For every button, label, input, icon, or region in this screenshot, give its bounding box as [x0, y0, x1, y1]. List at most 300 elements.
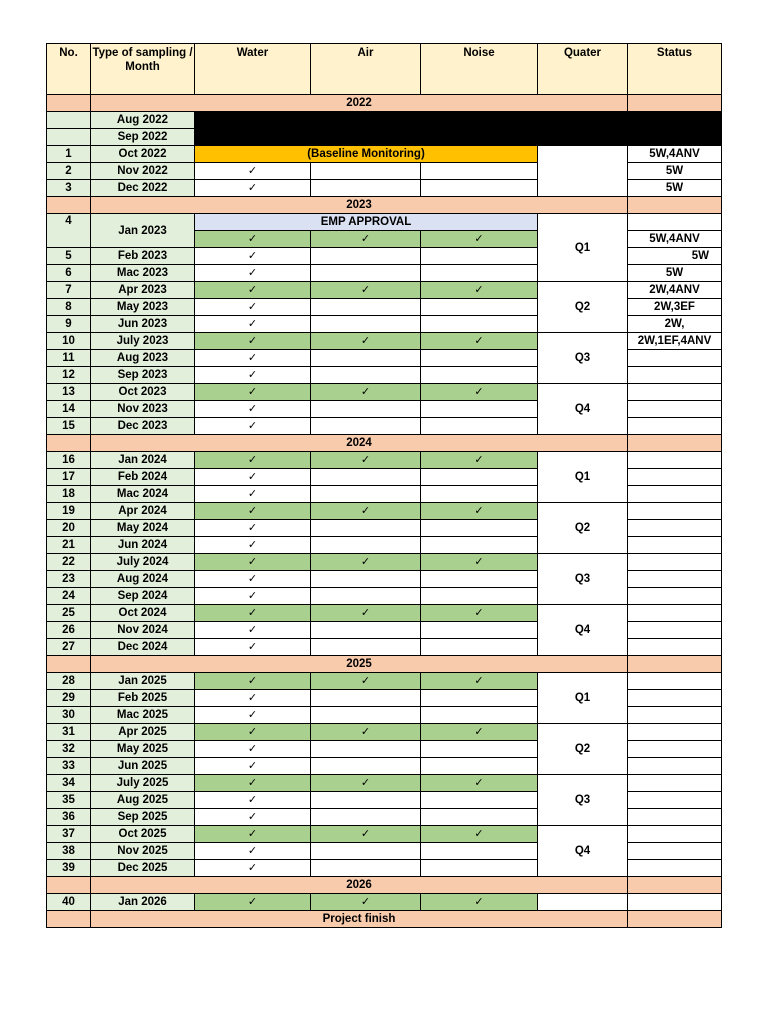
table-row	[47, 894, 722, 911]
air-cell	[311, 843, 421, 860]
row-status	[628, 571, 722, 588]
row-month: Feb 2023	[91, 248, 195, 265]
row-month: Sep 2025	[91, 809, 195, 826]
air-cell	[311, 758, 421, 775]
water-check: ✓	[195, 792, 311, 809]
water-check: ✓	[195, 843, 311, 860]
row-no: 28	[47, 673, 91, 690]
finish-row-status-cell	[628, 911, 722, 928]
table-row	[47, 282, 722, 299]
row-no: 18	[47, 486, 91, 503]
year-row-2023	[47, 197, 722, 214]
air-check: ✓	[311, 605, 421, 622]
row-status	[628, 622, 722, 639]
row-status	[628, 350, 722, 367]
year-row-status-cell	[628, 435, 722, 452]
water-check: ✓	[195, 486, 311, 503]
noise-cell	[421, 639, 538, 656]
water-check: ✓	[195, 707, 311, 724]
year-row-status-cell	[628, 656, 722, 673]
noise-check: ✓	[421, 775, 538, 792]
noise-cell	[421, 690, 538, 707]
water-check: ✓	[195, 367, 311, 384]
row-status	[628, 809, 722, 826]
table-row	[47, 503, 722, 520]
quarter-cell-empty	[538, 146, 628, 197]
row-status: 2W,4ANV	[628, 282, 722, 299]
row-month: July 2025	[91, 775, 195, 792]
finish-row-no-cell	[47, 911, 91, 928]
row-month: May 2024	[91, 520, 195, 537]
water-check: ✓	[195, 605, 311, 622]
row-no: 25	[47, 605, 91, 622]
year-label-2025: 2025	[91, 656, 628, 673]
year-row-status-cell	[628, 197, 722, 214]
table-row	[47, 452, 722, 469]
noise-cell	[421, 418, 538, 435]
water-check: ✓	[195, 231, 311, 248]
row-no: 15	[47, 418, 91, 435]
row-no: 24	[47, 588, 91, 605]
year-row-2024	[47, 435, 722, 452]
water-check: ✓	[195, 401, 311, 418]
row-status	[628, 707, 722, 724]
row-month: Feb 2025	[91, 690, 195, 707]
noise-check: ✓	[421, 384, 538, 401]
row-month: Aug 2023	[91, 350, 195, 367]
quarter-cell: Q1	[538, 673, 628, 724]
row-status: 2W,	[628, 316, 722, 333]
row-month: July 2023	[91, 333, 195, 350]
emp-approval-label: EMP APPROVAL	[195, 214, 538, 231]
noise-cell	[421, 469, 538, 486]
row-no: 6	[47, 265, 91, 282]
noise-cell	[421, 299, 538, 316]
table-row	[47, 214, 722, 231]
water-check: ✓	[195, 741, 311, 758]
noise-cell	[421, 758, 538, 775]
blocked-cell	[195, 129, 722, 146]
row-no: 17	[47, 469, 91, 486]
year-row-no-cell	[47, 197, 91, 214]
row-no: 11	[47, 350, 91, 367]
air-check: ✓	[311, 503, 421, 520]
row-month: July 2024	[91, 554, 195, 571]
air-cell	[311, 418, 421, 435]
row-month: Oct 2025	[91, 826, 195, 843]
water-check: ✓	[195, 282, 311, 299]
air-cell	[311, 537, 421, 554]
row-no: 9	[47, 316, 91, 333]
water-check: ✓	[195, 639, 311, 656]
row-month: Oct 2023	[91, 384, 195, 401]
air-check: ✓	[311, 333, 421, 350]
water-check: ✓	[195, 826, 311, 843]
water-check: ✓	[195, 520, 311, 537]
water-check: ✓	[195, 724, 311, 741]
row-month: Jan 2026	[91, 894, 195, 911]
table-row	[47, 605, 722, 622]
header-type: Type of sampling / Month	[91, 44, 195, 95]
air-check: ✓	[311, 554, 421, 571]
table-row	[47, 826, 722, 843]
row-no: 38	[47, 843, 91, 860]
row-month: May 2023	[91, 299, 195, 316]
row-month: Apr 2023	[91, 282, 195, 299]
noise-cell	[421, 588, 538, 605]
table-row	[47, 146, 722, 163]
noise-cell	[421, 401, 538, 418]
header-quarter: Quater	[538, 44, 628, 95]
noise-check: ✓	[421, 605, 538, 622]
row-status	[628, 401, 722, 418]
water-check: ✓	[195, 350, 311, 367]
row-status: 5W	[628, 265, 722, 282]
air-cell	[311, 809, 421, 826]
year-label-2024: 2024	[91, 435, 628, 452]
noise-check: ✓	[421, 231, 538, 248]
water-check: ✓	[195, 163, 311, 180]
row-status	[628, 860, 722, 877]
row-month: Apr 2025	[91, 724, 195, 741]
row-no: 32	[47, 741, 91, 758]
row-status	[628, 486, 722, 503]
row-month: Jan 2025	[91, 673, 195, 690]
water-check: ✓	[195, 299, 311, 316]
noise-cell	[421, 180, 538, 197]
header-water: Water	[195, 44, 311, 95]
quarter-cell: Q2	[538, 503, 628, 554]
table-row	[47, 775, 722, 792]
year-row-no-cell	[47, 95, 91, 112]
table-row	[47, 129, 722, 146]
noise-cell	[421, 622, 538, 639]
header-row	[47, 44, 722, 95]
row-month: Dec 2023	[91, 418, 195, 435]
row-status: 5W,4ANV	[628, 146, 722, 163]
row-month: May 2025	[91, 741, 195, 758]
noise-cell	[421, 741, 538, 758]
row-status: 2W,3EF	[628, 299, 722, 316]
row-month: Oct 2022	[91, 146, 195, 163]
air-cell	[311, 588, 421, 605]
air-cell	[311, 401, 421, 418]
air-check: ✓	[311, 231, 421, 248]
quarter-cell: Q1	[538, 452, 628, 503]
table-row	[47, 333, 722, 350]
row-month: Mac 2024	[91, 486, 195, 503]
row-no: 10	[47, 333, 91, 350]
air-cell	[311, 571, 421, 588]
air-cell	[311, 860, 421, 877]
air-cell	[311, 690, 421, 707]
header-status: Status	[628, 44, 722, 95]
water-check: ✓	[195, 571, 311, 588]
row-status	[628, 588, 722, 605]
row-month: Jun 2024	[91, 537, 195, 554]
air-cell	[311, 741, 421, 758]
row-no: 12	[47, 367, 91, 384]
row-no: 22	[47, 554, 91, 571]
year-row-2026	[47, 877, 722, 894]
row-no: 30	[47, 707, 91, 724]
noise-check: ✓	[421, 673, 538, 690]
row-status: 5W,4ANV	[628, 231, 722, 248]
row-month: Sep 2023	[91, 367, 195, 384]
row-no: 26	[47, 622, 91, 639]
row-month: Sep 2022	[91, 129, 195, 146]
year-row-2025	[47, 656, 722, 673]
air-cell	[311, 469, 421, 486]
table-row	[47, 112, 722, 129]
row-no: 34	[47, 775, 91, 792]
water-check: ✓	[195, 503, 311, 520]
table-row	[47, 384, 722, 401]
water-check: ✓	[195, 316, 311, 333]
row-month: Oct 2024	[91, 605, 195, 622]
water-check: ✓	[195, 554, 311, 571]
row-status: 2W,1EF,4ANV	[628, 333, 722, 350]
noise-cell	[421, 248, 538, 265]
row-status	[628, 605, 722, 622]
air-cell	[311, 265, 421, 282]
row-status	[628, 758, 722, 775]
water-check: ✓	[195, 418, 311, 435]
row-no: 23	[47, 571, 91, 588]
air-cell	[311, 367, 421, 384]
row-no: 5	[47, 248, 91, 265]
air-cell	[311, 180, 421, 197]
quarter-cell: Q3	[538, 554, 628, 605]
row-status	[628, 418, 722, 435]
water-check: ✓	[195, 333, 311, 350]
row-no: 33	[47, 758, 91, 775]
row-status	[628, 452, 722, 469]
water-check: ✓	[195, 588, 311, 605]
quarter-cell-empty	[538, 894, 628, 911]
row-month: Nov 2023	[91, 401, 195, 418]
air-cell	[311, 520, 421, 537]
sampling-schedule-table	[46, 43, 722, 928]
row-status: 5W	[628, 163, 722, 180]
year-label-2022: 2022	[91, 95, 628, 112]
row-month: Mac 2023	[91, 265, 195, 282]
noise-cell	[421, 537, 538, 554]
air-cell	[311, 792, 421, 809]
water-check: ✓	[195, 673, 311, 690]
row-month: Aug 2024	[91, 571, 195, 588]
year-row-status-cell	[628, 877, 722, 894]
air-check: ✓	[311, 282, 421, 299]
table-row	[47, 673, 722, 690]
row-month: Dec 2025	[91, 860, 195, 877]
air-check: ✓	[311, 894, 421, 911]
row-no: 16	[47, 452, 91, 469]
quarter-cell: Q3	[538, 333, 628, 384]
row-month: Dec 2024	[91, 639, 195, 656]
row-status	[628, 520, 722, 537]
air-check: ✓	[311, 724, 421, 741]
row-no	[47, 129, 91, 146]
air-check: ✓	[311, 826, 421, 843]
quarter-cell: Q2	[538, 724, 628, 775]
row-no: 20	[47, 520, 91, 537]
row-no: 3	[47, 180, 91, 197]
noise-cell	[421, 571, 538, 588]
header-no: No.	[47, 44, 91, 95]
row-no: 39	[47, 860, 91, 877]
row-no: 36	[47, 809, 91, 826]
row-no: 4	[47, 214, 91, 248]
water-check: ✓	[195, 894, 311, 911]
water-check: ✓	[195, 758, 311, 775]
noise-cell	[421, 316, 538, 333]
row-month: Jun 2023	[91, 316, 195, 333]
year-row-no-cell	[47, 877, 91, 894]
air-cell	[311, 622, 421, 639]
water-check: ✓	[195, 690, 311, 707]
air-cell	[311, 248, 421, 265]
air-check: ✓	[311, 384, 421, 401]
row-status	[628, 826, 722, 843]
noise-check: ✓	[421, 452, 538, 469]
row-status	[628, 384, 722, 401]
row-month: Jan 2023	[91, 214, 195, 248]
row-month: Nov 2022	[91, 163, 195, 180]
air-check: ✓	[311, 452, 421, 469]
quarter-cell: Q1	[538, 214, 628, 282]
noise-check: ✓	[421, 826, 538, 843]
year-label-2023: 2023	[91, 197, 628, 214]
row-month: Aug 2022	[91, 112, 195, 129]
row-status	[628, 775, 722, 792]
air-cell	[311, 299, 421, 316]
row-no: 31	[47, 724, 91, 741]
water-check: ✓	[195, 180, 311, 197]
year-row-no-cell	[47, 656, 91, 673]
air-cell	[311, 163, 421, 180]
quarter-cell: Q4	[538, 605, 628, 656]
row-month: Apr 2024	[91, 503, 195, 520]
year-row-2022	[47, 95, 722, 112]
row-month: Aug 2025	[91, 792, 195, 809]
row-no: 27	[47, 639, 91, 656]
noise-cell	[421, 520, 538, 537]
row-status	[628, 741, 722, 758]
water-check: ✓	[195, 622, 311, 639]
row-status: 5W	[628, 248, 722, 265]
noise-cell	[421, 163, 538, 180]
noise-cell	[421, 707, 538, 724]
water-check: ✓	[195, 860, 311, 877]
noise-cell	[421, 809, 538, 826]
row-no	[47, 112, 91, 129]
noise-cell	[421, 792, 538, 809]
row-status	[628, 673, 722, 690]
row-month: Mac 2025	[91, 707, 195, 724]
water-check: ✓	[195, 537, 311, 554]
table-row	[47, 554, 722, 571]
row-status	[628, 724, 722, 741]
noise-cell	[421, 860, 538, 877]
air-cell	[311, 707, 421, 724]
row-status	[628, 503, 722, 520]
air-check: ✓	[311, 673, 421, 690]
row-no: 2	[47, 163, 91, 180]
row-month: Feb 2024	[91, 469, 195, 486]
quarter-cell: Q3	[538, 775, 628, 826]
noise-cell	[421, 350, 538, 367]
row-no: 1	[47, 146, 91, 163]
air-check: ✓	[311, 775, 421, 792]
row-status: 5W	[628, 180, 722, 197]
row-no: 8	[47, 299, 91, 316]
air-cell	[311, 639, 421, 656]
row-status	[628, 792, 722, 809]
row-status	[628, 367, 722, 384]
project-finish-row	[47, 911, 722, 928]
blocked-cell	[195, 112, 722, 129]
project-finish-label: Project finish	[91, 911, 628, 928]
noise-check: ✓	[421, 894, 538, 911]
row-status	[628, 469, 722, 486]
row-status	[628, 554, 722, 571]
row-month: Jan 2024	[91, 452, 195, 469]
row-status	[628, 690, 722, 707]
row-status	[628, 843, 722, 860]
quarter-cell: Q4	[538, 384, 628, 435]
noise-check: ✓	[421, 282, 538, 299]
noise-check: ✓	[421, 333, 538, 350]
row-status-blank	[628, 214, 722, 231]
year-label-2026: 2026	[91, 877, 628, 894]
water-check: ✓	[195, 469, 311, 486]
water-check: ✓	[195, 384, 311, 401]
noise-cell	[421, 486, 538, 503]
air-cell	[311, 350, 421, 367]
row-no: 21	[47, 537, 91, 554]
water-check: ✓	[195, 775, 311, 792]
year-row-status-cell	[628, 95, 722, 112]
row-no: 35	[47, 792, 91, 809]
water-check: ✓	[195, 452, 311, 469]
water-check: ✓	[195, 265, 311, 282]
row-no: 14	[47, 401, 91, 418]
row-status	[628, 639, 722, 656]
row-month: Sep 2024	[91, 588, 195, 605]
noise-check: ✓	[421, 554, 538, 571]
row-month: Jun 2025	[91, 758, 195, 775]
row-no: 19	[47, 503, 91, 520]
row-month: Nov 2025	[91, 843, 195, 860]
noise-cell	[421, 843, 538, 860]
header-noise: Noise	[421, 44, 538, 95]
row-no: 13	[47, 384, 91, 401]
year-row-no-cell	[47, 435, 91, 452]
row-month: Nov 2024	[91, 622, 195, 639]
air-cell	[311, 486, 421, 503]
row-no: 40	[47, 894, 91, 911]
row-month: Dec 2022	[91, 180, 195, 197]
noise-check: ✓	[421, 503, 538, 520]
baseline-monitoring-label: (Baseline Monitoring)	[195, 146, 538, 163]
table-row	[47, 724, 722, 741]
row-no: 29	[47, 690, 91, 707]
row-status	[628, 537, 722, 554]
water-check: ✓	[195, 248, 311, 265]
row-status	[628, 894, 722, 911]
air-cell	[311, 316, 421, 333]
